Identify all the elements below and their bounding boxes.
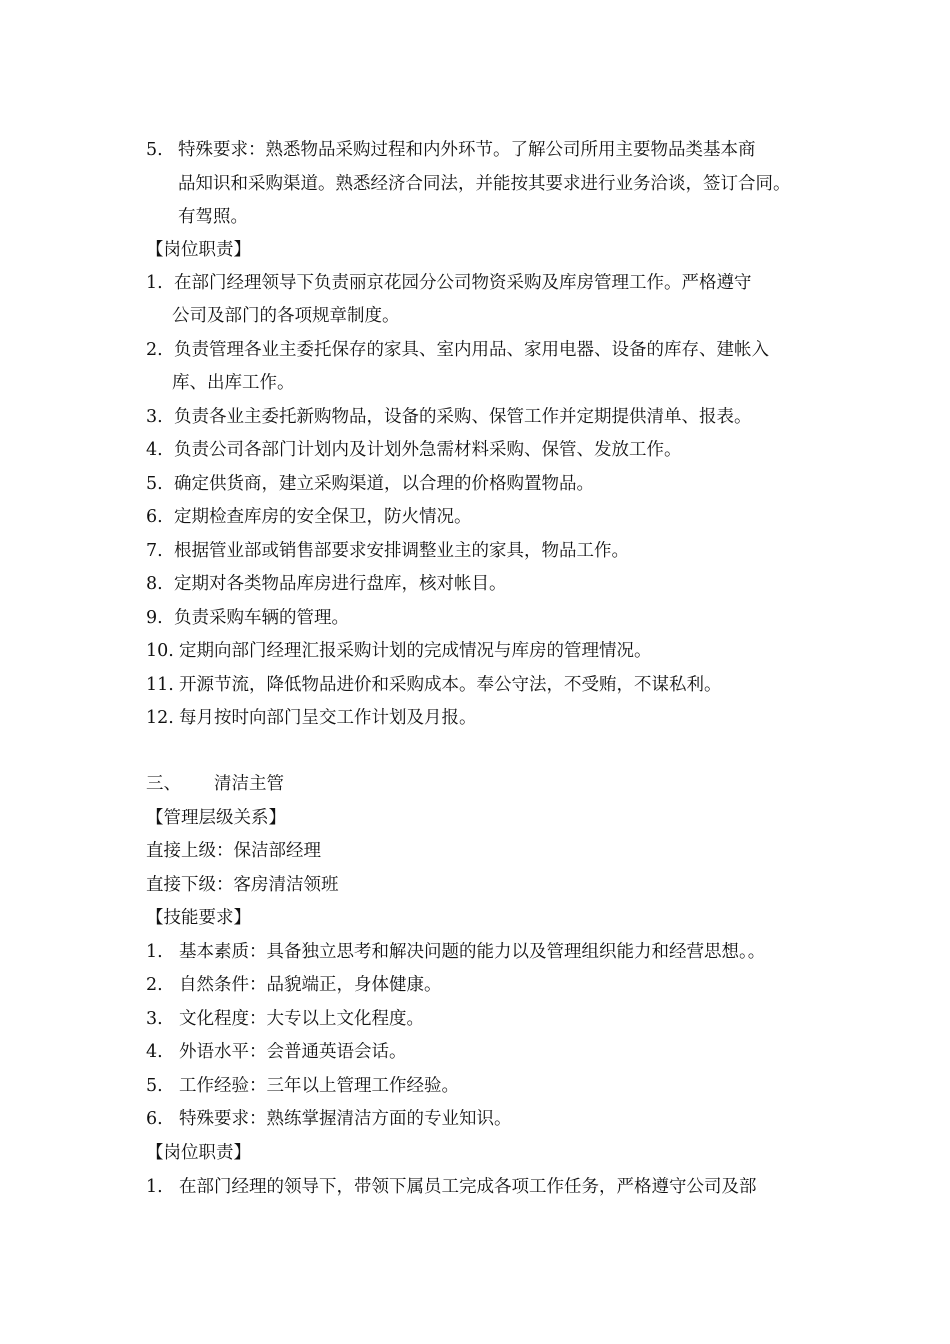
requirement-item-5 (146, 139, 756, 161)
duty-item-8 (146, 573, 507, 595)
item-number: 7. (146, 541, 163, 561)
duty-item-2-continuation: 库、出库工作。 (172, 373, 295, 393)
item-text: 负责管理各业主委托保存的家具、室内用品、家用电器、设备的库存、建帐入 (174, 340, 769, 360)
item-text: 负责各业主委托新购物品，设备的采购、保管工作并定期提供清单、报表。 (174, 407, 752, 427)
duty-item-4 (146, 439, 682, 461)
item-number: 9. (146, 608, 163, 628)
item-text: 外语水平：会普通英语会话。 (179, 1042, 407, 1062)
item-text: 在部门经理的领导下，带领下属员工完成各项工作任务，严格遵守公司及部 (179, 1177, 757, 1197)
duty-item-11 (146, 674, 722, 696)
requirement-item-5-continuation: 有驾照。 (178, 207, 248, 227)
item-number: 6. (146, 1109, 163, 1129)
item-text: 定期向部门经理汇报采购计划的完成情况与库房的管理情况。 (179, 641, 652, 661)
duties-heading: 【岗位职责】 (146, 240, 251, 260)
item-number: 4. (146, 440, 163, 460)
item-text: 开源节流，降低物品进价和采购成本。奉公守法，不受贿，不谋私利。 (179, 675, 722, 695)
item-text: 在部门经理领导下负责丽京花园分公司物资采购及库房管理工作。严格遵守 (174, 273, 752, 293)
item-number: 6. (146, 507, 163, 527)
item-number: 5. (146, 474, 163, 494)
duty-item-7 (146, 540, 629, 562)
item-text: 文化程度：大专以上文化程度。 (179, 1009, 424, 1029)
item-text: 特殊要求：熟练掌握清洁方面的专业知识。 (179, 1109, 512, 1129)
item-number: 10. (146, 641, 174, 661)
item-number: 8. (146, 574, 163, 594)
duty-item-9 (146, 607, 349, 629)
duty-item-10 (146, 640, 652, 662)
skills-heading: 【技能要求】 (146, 908, 251, 928)
item-text: 根据管业部或销售部要求安排调整业主的家具，物品工作。 (174, 541, 629, 561)
hierarchy-heading: 【管理层级关系】 (146, 808, 286, 828)
item-text: 定期对各类物品库房进行盘库，核对帐目。 (174, 574, 507, 594)
item-number: 2. (146, 975, 163, 995)
item-number: 11. (146, 675, 174, 695)
item-number: 1. (146, 942, 163, 962)
item-number: 4. (146, 1042, 163, 1062)
duty-item-2 (146, 339, 769, 361)
duties-heading: 【岗位职责】 (146, 1143, 251, 1163)
item-text: 定期检查库房的安全保卫，防火情况。 (174, 507, 472, 527)
requirement-item-5-continuation: 品知识和采购渠道。熟悉经济合同法，并能按其要求进行业务洽谈，签订合同。 (178, 174, 791, 194)
skill-item-6 (146, 1108, 512, 1130)
skill-item-2 (146, 974, 442, 996)
section-number: 三、 (146, 774, 181, 794)
duty-item-12 (146, 707, 477, 729)
duty-item-1 (146, 1176, 757, 1198)
item-number: 1. (146, 273, 163, 293)
item-text: 自然条件：品貌端正，身体健康。 (179, 975, 442, 995)
skill-item-3 (146, 1008, 424, 1030)
direct-subordinate: 直接下级：客房清洁领班 (146, 875, 339, 895)
item-text: 工作经验：三年以上管理工作经验。 (179, 1076, 459, 1096)
duty-item-1 (146, 272, 752, 294)
item-text: 特殊要求：熟悉物品采购过程和内外环节。了解公司所用主要物品类基本商 (178, 140, 756, 160)
item-number: 2. (146, 340, 163, 360)
item-text: 确定供货商，建立采购渠道，以合理的价格购置物品。 (174, 474, 594, 494)
item-text: 每月按时向部门呈交工作计划及月报。 (179, 708, 477, 728)
section-heading (146, 773, 284, 795)
skill-item-5 (146, 1075, 459, 1097)
item-number: 3. (146, 407, 163, 427)
item-number: 12. (146, 708, 174, 728)
item-number: 5. (146, 140, 163, 160)
section-title: 清洁主管 (214, 774, 284, 794)
item-text: 负责采购车辆的管理。 (174, 608, 349, 628)
item-number: 5. (146, 1076, 163, 1096)
skill-item-1 (146, 941, 765, 963)
item-text: 基本素质：具备独立思考和解决问题的能力以及管理组织能力和经营思想。。 (179, 942, 766, 962)
direct-superior: 直接上级：保洁部经理 (146, 841, 321, 861)
duty-item-5 (146, 473, 594, 495)
duty-item-1-continuation: 公司及部门的各项规章制度。 (172, 306, 400, 326)
skill-item-4 (146, 1041, 407, 1063)
item-number: 3. (146, 1009, 163, 1029)
item-text: 负责公司各部门计划内及计划外急需材料采购、保管、发放工作。 (174, 440, 682, 460)
item-number: 1. (146, 1177, 163, 1197)
duty-item-3 (146, 406, 752, 428)
duty-item-6 (146, 506, 472, 528)
